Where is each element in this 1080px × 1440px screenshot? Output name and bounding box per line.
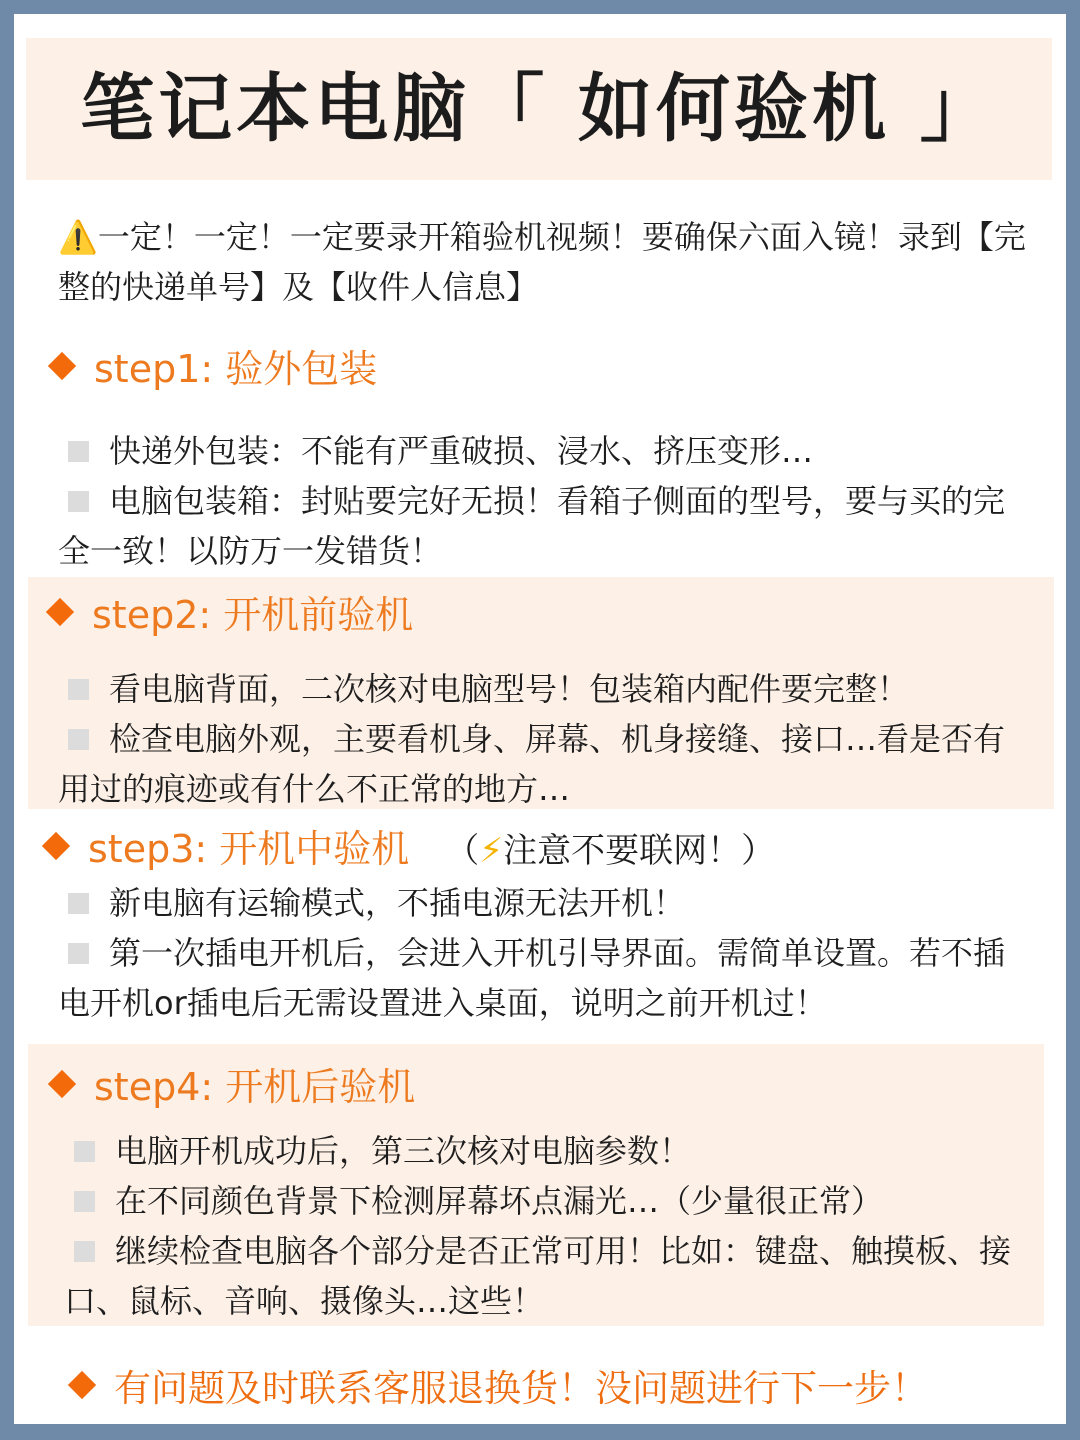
- list-item-text: 新电脑有运输模式，不插电源无法开机！: [109, 884, 686, 922]
- step3-heading: [46, 824, 775, 876]
- list-item: [58, 714, 1028, 814]
- note-text: 注意不要联网！）: [503, 831, 776, 871]
- step3-title: step3: 开机中验机: [88, 827, 410, 871]
- list-item-text: 电脑包装箱：封贴要完好无损！看箱子侧面的型号，要与买的完全一致！以防万一发错货！: [58, 482, 1006, 570]
- step2-heading: [50, 590, 413, 640]
- step4-title: step4: 开机后验机: [94, 1065, 416, 1109]
- footer-note: [72, 1364, 928, 1414]
- square-bullet-icon: [74, 1241, 95, 1262]
- list-item-text: 第一次插电开机后，会进入开机引导界面。需简单设置。若不插电开机or插电后无需设置进入桌面，说明之前开机过！: [58, 934, 1006, 1022]
- step4-heading: [52, 1062, 415, 1112]
- square-bullet-icon: [68, 943, 89, 964]
- square-bullet-icon: [68, 491, 89, 512]
- lightning-icon: ⚡: [479, 831, 504, 871]
- list-item: [64, 1176, 1034, 1226]
- list-item: [58, 476, 1028, 576]
- list-item-text: 电脑开机成功后，第三次核对电脑参数！: [115, 1132, 692, 1170]
- step1-body: [58, 426, 1028, 576]
- warning-message: 一定！一定！一定要录开箱验机视频！要确保六面入镜！录到【完整的快递单号】及【收件人信息】: [58, 218, 1026, 306]
- list-item: [58, 664, 1028, 714]
- list-item: [58, 878, 1033, 928]
- list-item: [58, 426, 1028, 476]
- step3-note: [445, 831, 775, 871]
- diamond-icon: [42, 832, 70, 860]
- step2-title: step2: 开机前验机: [92, 593, 414, 637]
- diamond-icon: [48, 352, 76, 380]
- page-card: [14, 14, 1066, 1424]
- square-bullet-icon: [74, 1141, 95, 1162]
- diamond-icon: [48, 1070, 76, 1098]
- list-item-text: 继续检查电脑各个部分是否正常可用！比如：键盘、触摸板、接口、鼠标、音响、摄像头…这些！: [64, 1232, 1012, 1320]
- list-item-text: 检查电脑外观，主要看机身、屏幕、机身接缝、接口…看是否有用过的痕迹或有什么不正常的地方…: [58, 720, 1006, 808]
- diamond-icon: [68, 1371, 96, 1399]
- list-item: [58, 928, 1033, 1028]
- list-item-text: 在不同颜色背景下检测屏幕坏点漏光…（少量很正常）: [115, 1182, 884, 1220]
- step4-body: [64, 1126, 1034, 1326]
- square-bullet-icon: [74, 1191, 95, 1212]
- step1-title: step1: 验外包装: [94, 347, 378, 391]
- diamond-icon: [46, 598, 74, 626]
- footer-text: 有问题及时联系客服退换货！没问题进行下一步！: [114, 1367, 928, 1410]
- square-bullet-icon: [68, 441, 89, 462]
- list-item: [64, 1226, 1034, 1326]
- square-bullet-icon: [68, 893, 89, 914]
- step2-body: [58, 664, 1028, 814]
- step3-body: [58, 878, 1033, 1028]
- square-bullet-icon: [68, 679, 89, 700]
- list-item-text: 快递外包装：不能有严重破损、浸水、挤压变形…: [109, 432, 814, 470]
- page-title: 笔记本电脑「 如何验机 」: [80, 66, 998, 152]
- note-open-paren: （: [445, 831, 480, 871]
- warning-text: [58, 212, 1038, 312]
- square-bullet-icon: [68, 729, 89, 750]
- step1-heading: [52, 344, 377, 394]
- warning-icon: ⚠️: [58, 218, 98, 256]
- list-item-text: 看电脑背面，二次核对电脑型号！包装箱内配件要完整！: [109, 670, 910, 708]
- title-banner: [26, 38, 1052, 180]
- list-item: [64, 1126, 1034, 1176]
